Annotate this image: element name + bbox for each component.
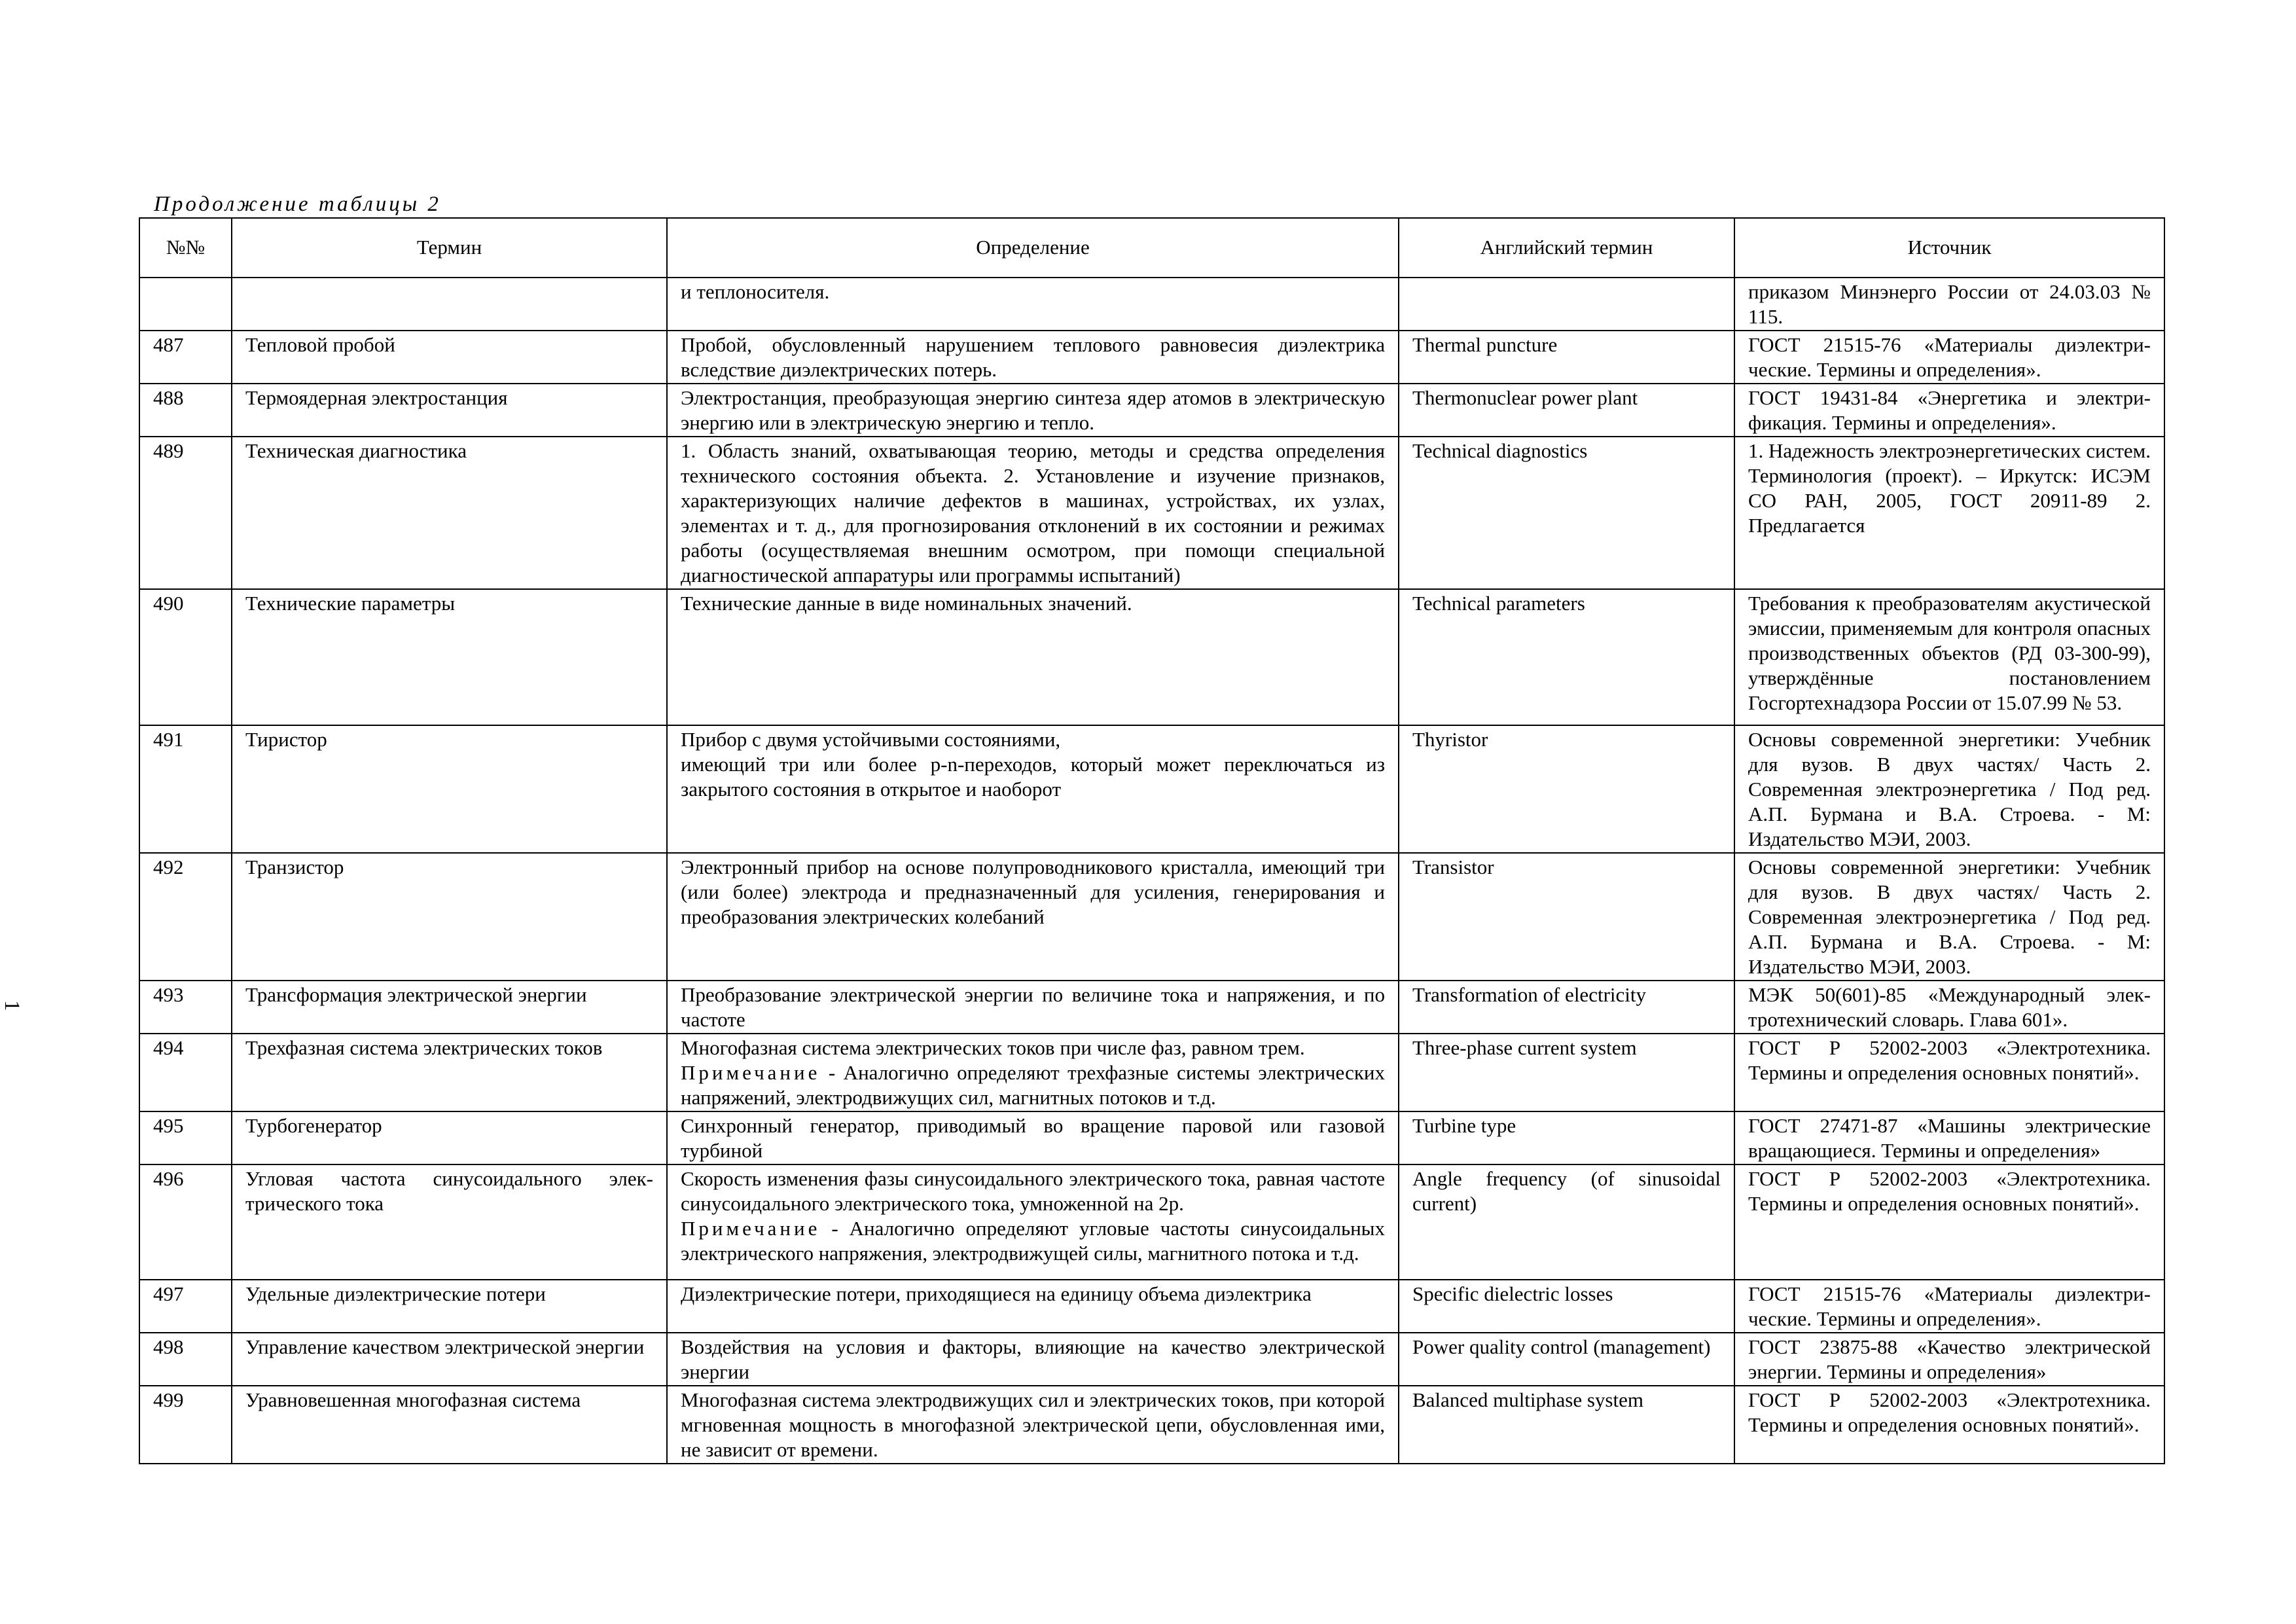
table-body	[139, 278, 2164, 1464]
term-cell: Турбогенератор	[232, 1111, 667, 1164]
row-number: 495	[139, 1111, 232, 1164]
header-english: Английский термин	[1399, 218, 1734, 278]
term-cell: Удельные диэлектрические потери	[232, 1280, 667, 1333]
table-row	[139, 1034, 2164, 1111]
definition-cell	[667, 1333, 1399, 1386]
table-row	[139, 278, 2164, 331]
english-term-cell: Technical parameters	[1399, 589, 1734, 725]
definition-cell	[667, 589, 1399, 725]
row-number: 492	[139, 853, 232, 981]
table-row	[139, 853, 2164, 981]
table-header-row	[139, 218, 2164, 278]
source-cell: МЭК 50(601)-85 «Международный электротехнический словарь. Глава 601».	[1734, 981, 2164, 1034]
term-cell: Тепловой пробой	[232, 331, 667, 384]
english-term-cell: Transformation of electricity	[1399, 981, 1734, 1034]
definition-text: Многофазная система электрических токов при числе фаз, равном трем.	[681, 1036, 1305, 1059]
table-caption: Продолжение таблицы 2	[154, 192, 441, 216]
definition-cell	[667, 278, 1399, 331]
row-number: 489	[139, 437, 232, 589]
table-row	[139, 437, 2164, 589]
definition-text: Воздействия на условия и факторы, влияющие на качество электрической энергии	[681, 1335, 1385, 1383]
term-cell: Угловая частота синусоидального электрического тока	[232, 1164, 667, 1280]
source-cell: ГОСТ Р 52002-2003 «Электротехника. Термины и определения основных понятий».	[1734, 1034, 2164, 1111]
source-cell: ГОСТ 27471-87 «Машины электрические вращающиеся. Термины и определения»	[1734, 1111, 2164, 1164]
header-source: Источник	[1734, 218, 2164, 278]
definition-cell	[667, 384, 1399, 437]
header-term: Термин	[232, 218, 667, 278]
definition-cell	[667, 853, 1399, 981]
table-row	[139, 1386, 2164, 1464]
english-term-cell: Thermonuclear power plant	[1399, 384, 1734, 437]
english-term-cell: Balanced multiphase system	[1399, 1386, 1734, 1464]
definition-text: 1. Область знаний, охватывающая теорию, методы и средства определения технического состояния объекта. 2. Установление и изучение признаков, характеризующих наличие дефектов в машинах, устройствах, их узлах, элементах и т. д., для прогнозирования отклонений в их состоянии и режимах работы (осуществляемая внешним осмотром, при помощи специальной диагностической аппаратуры или программы испытаний)	[681, 439, 1385, 586]
definition-cell	[667, 725, 1399, 853]
header-definition: Определение	[667, 218, 1399, 278]
definition-text: и теплоносителя.	[681, 280, 830, 303]
term-cell: Термоядерная электростанция	[232, 384, 667, 437]
note-text: - Аналогично определяют трехфазные системы электрических напряжений, электродвижущих сил, магнитных потоков и т.д.	[681, 1061, 1385, 1109]
definition-text: Синхронный генератор, приводимый во вращение паровой или газовой турбиной	[681, 1114, 1385, 1162]
source-cell: Требования к преобразователям акустической эмиссии, применяемым для контроля опасных производственных объектов (РД 03-300-99), утверждённые постановлением Госгортехнадзора России от 15.07.99 № 53.	[1734, 589, 2164, 725]
term-cell: Трехфазная система электрических токов	[232, 1034, 667, 1111]
definition-cell	[667, 331, 1399, 384]
row-number: 493	[139, 981, 232, 1034]
definition-cell	[667, 1111, 1399, 1164]
source-cell: ГОСТ Р 52002-2003 «Электротехника. Термины и определения основных понятий».	[1734, 1164, 2164, 1280]
term-cell: Трансформация электрической энергии	[232, 981, 667, 1034]
table-row	[139, 384, 2164, 437]
source-cell: ГОСТ 19431-84 «Энергетика и электрификация. Термины и определения».	[1734, 384, 2164, 437]
table-row	[139, 589, 2164, 725]
header-num: №№	[139, 218, 232, 278]
source-cell: ГОСТ Р 52002-2003 «Электротехника. Термины и определения основных понятий».	[1734, 1386, 2164, 1464]
definition-text: Технические данные в виде номинальных значений.	[681, 592, 1132, 615]
definition-text: Пробой, обусловленный нарушением теплового равновесия диэлектрика вследствие диэлектрических потерь.	[681, 333, 1385, 381]
english-term-cell: Thermal puncture	[1399, 331, 1734, 384]
english-term-cell: Transistor	[1399, 853, 1734, 981]
row-number: 496	[139, 1164, 232, 1280]
english-term-cell: Turbine type	[1399, 1111, 1734, 1164]
table-row	[139, 1164, 2164, 1280]
row-number: 498	[139, 1333, 232, 1386]
english-term-cell: Power quality control (management)	[1399, 1333, 1734, 1386]
glossary-table	[139, 217, 2165, 1464]
definition-text: Скорость изменения фазы синусоидального электрического тока, равная частоте синусоидального электрического тока, умноженной на 2p.	[681, 1167, 1385, 1215]
source-cell: ГОСТ 21515-76 «Материалы диэлектрические. Термины и определения».	[1734, 1280, 2164, 1333]
table-row	[139, 331, 2164, 384]
definition-text: Многофазная система электродвижущих сил и электрических токов, при которой мгновенная мощность в многофазной электрической цепи, обусловленная ими, не зависит от времени.	[681, 1388, 1385, 1461]
source-cell: ГОСТ 23875-88 «Качество электрической энергии. Термины и определения»	[1734, 1333, 2164, 1386]
definition-text: Электростанция, преобразующая энергию синтеза ядер атомов в электрическую энергию или в электрическую энергию и тепло.	[681, 386, 1385, 434]
row-number: 488	[139, 384, 232, 437]
row-number: 494	[139, 1034, 232, 1111]
term-cell: Техническая диагностика	[232, 437, 667, 589]
table-row	[139, 981, 2164, 1034]
note-label: Примечание	[681, 1217, 821, 1240]
table-row	[139, 1280, 2164, 1333]
source-cell: ГОСТ 21515-76 «Материалы диэлектрические. Термины и определения».	[1734, 331, 2164, 384]
definition-text: Преобразование электрической энергии по величине тока и напряжения, и по частоте	[681, 983, 1385, 1031]
side-page-number: 1	[0, 1000, 24, 1011]
term-cell: Технические параметры	[232, 589, 667, 725]
term-cell: Уравновешенная многофазная система	[232, 1386, 667, 1464]
definition-note	[681, 1060, 1385, 1110]
english-term-cell: Angle frequency (of sinusoidal current)	[1399, 1164, 1734, 1280]
note-label: Примечание	[681, 1061, 821, 1084]
table-row	[139, 725, 2164, 853]
source-cell: Основы современной энергетики: Учебник для вузов. В двух частях/ Часть 2. Современная электроэнергетика / Под ред. А.П. Бурмана и В.А. Строева. - М: Издательство МЭИ, 2003.	[1734, 725, 2164, 853]
term-cell	[232, 278, 667, 331]
term-cell: Тиристор	[232, 725, 667, 853]
definition-cell	[667, 1280, 1399, 1333]
row-number: 490	[139, 589, 232, 725]
definition-text: Электронный прибор на основе полупроводникового кристалла, имеющий три (или более) электрода и предназначенный для усиления, генерирования и преобразования электрических колебаний	[681, 856, 1385, 928]
definition-cell	[667, 1386, 1399, 1464]
definition-text: имеющий три или более p-n-переходов, который может переключаться из закрытого состояния в открытое и наоборот	[681, 753, 1385, 801]
source-cell: 1. Надежность электроэнергетических систем. Терминология (проект). – Иркутск: ИСЭМ СО РАН, 2005, ГОСТ 20911-89 2. Предлагается	[1734, 437, 2164, 589]
row-number: 491	[139, 725, 232, 853]
term-cell: Управление качеством электрической энергии	[232, 1333, 667, 1386]
english-term-cell: Thyristor	[1399, 725, 1734, 853]
note-text: - Аналогично определяют угловые частоты синусоидальных электрического напряжения, электродвижущей силы, магнитного потока и т.д.	[681, 1217, 1385, 1265]
definition-text: Диэлектрические потери, приходящиеся на единицу объема диэлектрика	[681, 1282, 1312, 1305]
definition-text: Прибор с двумя устойчивыми состояниями,	[681, 728, 1061, 751]
source-cell: Основы современной энергетики: Учебник для вузов. В двух частях/ Часть 2. Современная электроэнергетика / Под ред. А.П. Бурмана и В.А. Строева. - М: Издательство МЭИ, 2003.	[1734, 853, 2164, 981]
row-number: 499	[139, 1386, 232, 1464]
source-cell: приказом Минэнерго России от 24.03.03 № 115.	[1734, 278, 2164, 331]
row-number: 497	[139, 1280, 232, 1333]
definition-note	[681, 1216, 1385, 1266]
row-number: 487	[139, 331, 232, 384]
table-row	[139, 1333, 2164, 1386]
english-term-cell	[1399, 278, 1734, 331]
definition-cell	[667, 1164, 1399, 1280]
row-number	[139, 278, 232, 331]
english-term-cell: Specific dielectric losses	[1399, 1280, 1734, 1333]
definition-cell	[667, 981, 1399, 1034]
english-term-cell: Technical diagnostics	[1399, 437, 1734, 589]
english-term-cell: Three-phase current system	[1399, 1034, 1734, 1111]
definition-cell	[667, 1034, 1399, 1111]
definition-cell	[667, 437, 1399, 589]
table-row	[139, 1111, 2164, 1164]
term-cell: Транзистор	[232, 853, 667, 981]
